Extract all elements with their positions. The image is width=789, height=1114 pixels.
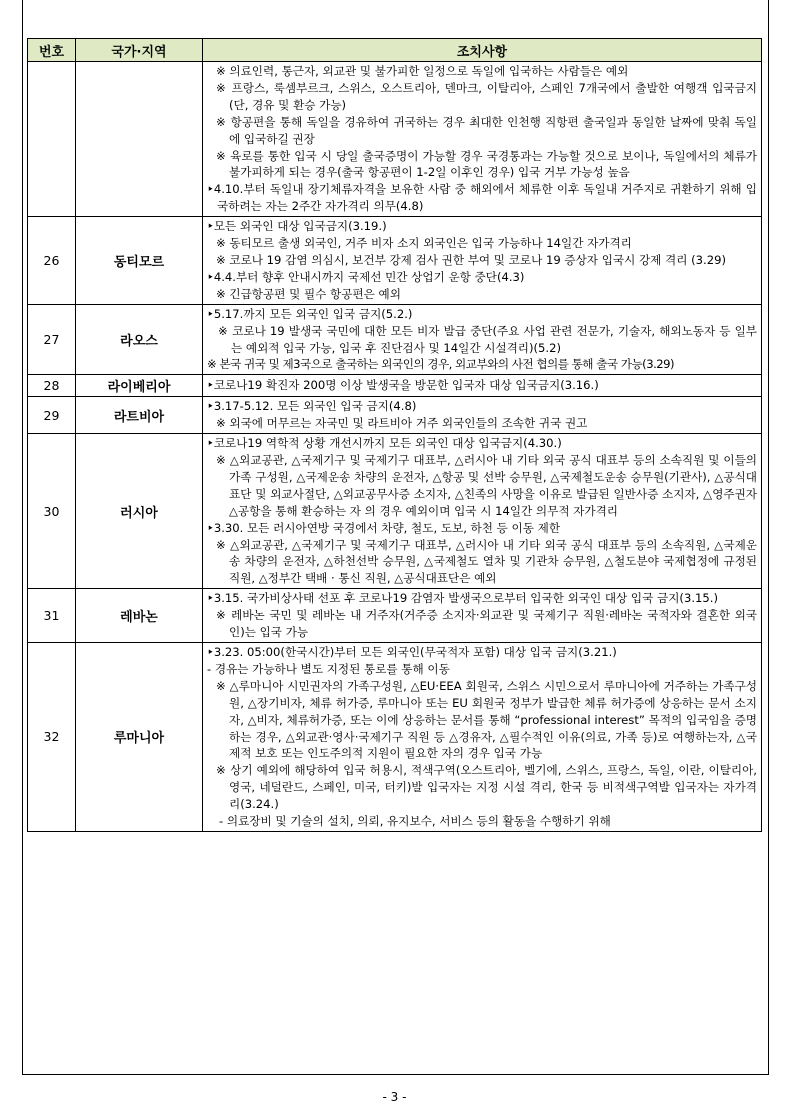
table-row [28, 589, 762, 643]
measure-line: ※ 외국에 머무르는 자국민 및 라트비아 거주 외국인들의 조속한 귀국 권고 [216, 416, 588, 431]
measure-line: ※ 레바논 국민 및 레바논 내 거주자(거주증 소지자·외교관 및 국제기구 직원·레바논 국적자와 결혼한 외국인)는 입국 가능 [216, 608, 757, 640]
measure-line: - 경유는 가능하나 별도 지정된 통로를 통해 이동 [207, 661, 450, 676]
country-name: 동티모르 [76, 217, 203, 305]
measure-line: ※ 항공편을 통해 독일을 경유하여 귀국하는 경우 최대한 인천행 직항편 출국일과 동일한 날짜에 맞춰 독일에 입국하길 권장 [216, 114, 757, 146]
measure-line: ※ 상기 예외에 해당하여 입국 허용시, 적색구역(오스트리아, 벨기에, 스위스, 프랑스, 독일, 이란, 이탈리아, 영국, 네덜란드, 스페인, 미국, 터키)발 입국자는 지정 시설 격리, 한국 등 비적색구역발 입국자는 자가격리(3.24.) [216, 763, 757, 812]
row-number: 29 [28, 397, 76, 434]
measures-cell [203, 589, 762, 643]
row-number: 27 [28, 304, 76, 375]
table-row [28, 643, 762, 832]
measure-line: ‣코로나19 확진자 200명 이상 발생국을 방문한 입국자 대상 입국금지(3.16.) [207, 378, 599, 393]
measure-line: ※ 육로를 통한 입국 시 당일 출국증명이 가능할 경우 국경통과는 가능할 것으로 보이나, 독일에서의 체류가 불가피하게 되는 경우(출국 항공편이 1-2일 이후인 경우) 입국 거부 가능성 높음 [216, 148, 757, 180]
header-num: 번호 [28, 39, 76, 62]
country-name: 레바논 [76, 589, 203, 643]
measure-line: ‣4.4.부터 향후 안내시까지 국제선 민간 상업기 운항 중단(4.3) [207, 269, 525, 284]
measure-line: ※ 코로나 19 발생국 국민에 대한 모든 비자 발급 중단(주요 사업 관련 전문가, 기술자, 해외노동자 등 일부는 예외적 입국 가능, 입국 후 진단검사 및 14일간 시설격리)(5.2) [218, 323, 757, 355]
header-country: 국가·지역 [76, 39, 203, 62]
measure-line: ※ △루마니아 시민권자의 가족구성원, △EU·EEA 회원국, 스위스 시민으로서 루마니아에 거주하는 가족구성원, △장기비자, 체류 허가증, 루마니아 또는 EU 회원국 정부가 발급한 체류 허가증에 상응하는 문서 소지자, △비자, 체류허가증, 또는 이에 상응하는 문서를 통해 “professional interest” 목적의 입국임을 증명하는 경우, △외교관·영사·국제기구 직원 등 △경유자, △필수적인 이유(의료, 가족 등)로 여행하는자, △국제적 보호 또는 인도주의적 지원이 필요한 자의 경우 입국 가능 [216, 678, 757, 761]
measure-line: ※ △외교공관, △국제기구 및 국제기구 대표부, △러시아 내 기타 외국 공식 대표부 등의 소속직원 및 이들의 가족 구성원, △국제운송 차량의 운전자, △항공 및 선박 승무원, △국제철도운송 승무원(기관사), △공식대표단 및 외교사절단, △외교공무사증 소지자, △친족의 사망을 이유로 발급된 일반사증 소지자, △영주권자 △공항을 통해 환승하는 자 의 경우 예외이며 입국 시 14일간 의무적 자가격리 [216, 453, 757, 518]
measure-line: ※ 프랑스, 룩셈부르크, 스위스, 오스트리아, 덴마크, 이탈리아, 스페인 7개국에서 출발한 여행객 입국금지(단, 경유 및 환승 가능) [216, 80, 757, 112]
country-name: 러시아 [76, 434, 203, 589]
table-row [28, 434, 762, 589]
measure-line: ※ △외교공관, △국제기구 및 국제기구 대표부, △러시아 내 기타 외국 공식 대표부 등의 소속직원, △국제운송 차량의 운전자, △하천선박 승무원, △국제철도 열차 및 기관차 승무원, △철도분야 국제협정에 규정된 직원, △정부간 택배 · 통신 직원, △공식대표단은 예외 [216, 537, 757, 586]
measures-cell [203, 217, 762, 305]
row-number [28, 62, 76, 217]
measure-line: ※ 동티모르 출생 외국인, 거주 비자 소지 외국인은 입국 가능하나 14일간 자가격리 [216, 236, 632, 251]
row-number: 30 [28, 434, 76, 589]
measure-line: ※ 긴급항공편 및 필수 항공편은 예외 [216, 286, 401, 301]
measure-line: ‣5.17.까지 모든 외국인 입국 금지(5.2.) [207, 306, 413, 321]
measures-cell [203, 375, 762, 397]
country-name: 루마니아 [76, 643, 203, 832]
row-number: 26 [28, 217, 76, 305]
measure-line: ‣코로나19 역학적 상황 개선시까지 모든 외국인 대상 입국금지(4.30.) [207, 436, 562, 451]
table-row [28, 62, 762, 217]
measure-line: - 의료장비 및 기술의 설치, 의뢰, 유지보수, 서비스 등의 활동을 수행하기 위해 [219, 814, 611, 829]
measures-table [27, 38, 762, 832]
country-name: 라트비아 [76, 397, 203, 434]
table-header-row [28, 39, 762, 62]
measure-line: ※ 코로나 19 감염 의심시, 보건부 강제 검사 권한 부여 및 코로나 19 증상자 입국시 강제 격리 (3.29) [216, 252, 727, 267]
measure-line: ※ 본국 귀국 및 제3국으로 출국하는 외국인의 경우, 외교부와의 사전 협의를 통해 출국 가능(3.29) [207, 357, 675, 372]
measure-line: ‣4.10.부터 독일내 장기체류자격을 보유한 사람 중 해외에서 체류한 이후 독일내 거주지로 귀환하기 위해 입국하려는 자는 2주간 자가격리 의무(4.8) [207, 182, 757, 214]
measure-line: ‣3.17-5.12. 모든 외국인 입국 금지(4.8) [207, 399, 417, 414]
measure-line: ‣3.15. 국가비상사태 선포 후 코로나19 감염자 발생국으로부터 입국한 외국인 대상 입국 금지(3.15.) [207, 591, 718, 606]
table-row [28, 397, 762, 434]
row-number: 32 [28, 643, 76, 832]
measures-cell [203, 304, 762, 375]
table-row [28, 304, 762, 375]
country-name [76, 62, 203, 217]
row-number: 31 [28, 589, 76, 643]
measure-line: ‣3.30. 모든 러시아연방 국경에서 차량, 철도, 도보, 하천 등 이동 제한 [207, 520, 561, 535]
measure-line: ‣3.23. 05:00(한국시간)부터 모든 외국인(무국적자 포함) 대상 입국 금지(3.21.) [207, 645, 617, 659]
country-name: 라이베리아 [76, 375, 203, 397]
measures-cell [203, 62, 762, 217]
measures-cell [203, 434, 762, 589]
row-number: 28 [28, 375, 76, 397]
measure-line: ※ 의료인력, 통근자, 외교관 및 불가피한 일정으로 독일에 입국하는 사람들은 예외 [216, 64, 629, 78]
table-row [28, 375, 762, 397]
country-name: 라오스 [76, 304, 203, 375]
header-measures: 조치사항 [203, 39, 762, 62]
page-number: - 3 - [382, 1090, 407, 1104]
measure-line: ‣모든 외국인 대상 입국금지(3.19.) [207, 219, 387, 234]
measures-cell [203, 643, 762, 832]
measures-cell [203, 397, 762, 434]
table-row [28, 217, 762, 305]
